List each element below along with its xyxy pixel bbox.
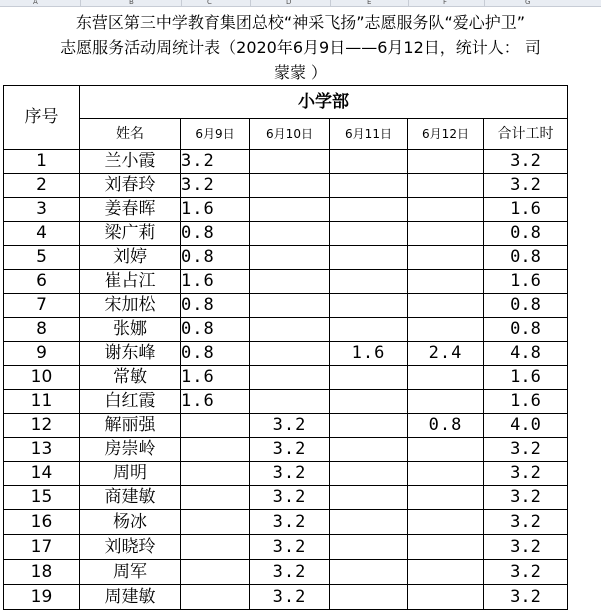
day-4-cell[interactable]	[408, 318, 484, 342]
day-2-cell[interactable]	[250, 150, 330, 174]
column-letter-a: A	[33, 0, 38, 6]
table-row	[4, 535, 568, 560]
day-1-cell[interactable]: 1.6	[181, 270, 250, 294]
day-1-cell[interactable]	[181, 560, 250, 585]
seq-cell[interactable]: 19	[4, 585, 80, 610]
seq-cell[interactable]: 7	[4, 294, 80, 318]
column-letter-g: G	[525, 0, 531, 6]
day-4-cell[interactable]	[408, 438, 484, 462]
day-4-cell[interactable]	[408, 390, 484, 414]
total-cell[interactable]: 0.8	[484, 246, 568, 270]
day-2-cell[interactable]	[250, 318, 330, 342]
day-3-cell[interactable]	[330, 366, 408, 390]
day-3-cell[interactable]	[330, 270, 408, 294]
total-cell[interactable]: 3.2	[484, 585, 568, 610]
name-cell[interactable]: 梁广莉	[80, 222, 181, 246]
day-1-cell[interactable]: 3.2	[181, 174, 250, 198]
title-line-3: 蒙蒙 ）	[273, 63, 328, 82]
name-cell[interactable]: 姜春晖	[80, 198, 181, 222]
total-cell[interactable]: 4.8	[484, 342, 568, 366]
day-2-cell[interactable]: 3.2	[250, 438, 330, 462]
table-row	[4, 585, 568, 610]
day-4-cell[interactable]: 0.8	[408, 414, 484, 438]
day-3-cell[interactable]	[330, 462, 408, 486]
total-cell[interactable]: 3.2	[484, 486, 568, 510]
day-1-cell[interactable]	[181, 535, 250, 560]
day-2-cell[interactable]	[250, 342, 330, 366]
day-1-cell[interactable]	[181, 462, 250, 486]
seq-cell[interactable]: 4	[4, 222, 80, 246]
column-separator	[181, 0, 182, 7]
name-cell[interactable]: 房崇岭	[80, 438, 181, 462]
day-2-cell[interactable]	[250, 246, 330, 270]
column-letter-b: B	[129, 0, 134, 6]
table-row	[4, 246, 568, 270]
name-cell[interactable]: 宋加松	[80, 294, 181, 318]
name-cell[interactable]: 刘晓玲	[80, 535, 181, 560]
name-cell[interactable]: 周建敏	[80, 585, 181, 610]
total-cell[interactable]: 1.6	[484, 198, 568, 222]
table-row	[4, 198, 568, 222]
day-1-cell[interactable]: 0.8	[181, 222, 250, 246]
day-4-cell[interactable]	[408, 510, 484, 535]
name-cell[interactable]: 谢东峰	[80, 342, 181, 366]
seq-cell[interactable]: 9	[4, 342, 80, 366]
day-4-cell[interactable]	[408, 585, 484, 610]
total-cell[interactable]: 1.6	[484, 270, 568, 294]
day-4-cell[interactable]	[408, 462, 484, 486]
day-3-cell[interactable]	[330, 560, 408, 585]
day-3-cell[interactable]	[330, 294, 408, 318]
table-row	[4, 222, 568, 246]
day-2-cell[interactable]	[250, 198, 330, 222]
seq-cell[interactable]: 13	[4, 438, 80, 462]
day-3-cell[interactable]	[330, 318, 408, 342]
total-cell[interactable]: 3.2	[484, 560, 568, 585]
name-cell[interactable]: 兰小霞	[80, 150, 181, 174]
day-3-cell[interactable]	[330, 198, 408, 222]
name-cell[interactable]: 常敏	[80, 366, 181, 390]
day-3-cell[interactable]	[330, 174, 408, 198]
total-cell[interactable]: 0.8	[484, 222, 568, 246]
table-row	[4, 270, 568, 294]
date-header-4[interactable]: 6月12日	[408, 119, 484, 150]
table-row	[4, 342, 568, 366]
day-4-cell[interactable]	[408, 486, 484, 510]
sheet-title	[0, 7, 601, 85]
seq-cell[interactable]: 15	[4, 486, 80, 510]
total-cell[interactable]: 1.6	[484, 366, 568, 390]
column-separator	[330, 0, 331, 7]
day-2-cell[interactable]	[250, 174, 330, 198]
total-cell[interactable]: 0.8	[484, 318, 568, 342]
day-4-cell[interactable]	[408, 246, 484, 270]
total-cell[interactable]: 1.6	[484, 390, 568, 414]
header-row-2	[4, 119, 568, 150]
name-cell[interactable]: 杨冰	[80, 510, 181, 535]
day-2-cell[interactable]	[250, 294, 330, 318]
day-1-cell[interactable]	[181, 510, 250, 535]
day-3-cell[interactable]	[330, 150, 408, 174]
day-3-cell[interactable]	[330, 438, 408, 462]
day-3-cell[interactable]	[330, 222, 408, 246]
seq-cell[interactable]: 14	[4, 462, 80, 486]
seq-cell[interactable]: 12	[4, 414, 80, 438]
column-separator	[80, 0, 81, 7]
day-1-cell[interactable]: 1.6	[181, 390, 250, 414]
day-1-cell[interactable]: 0.8	[181, 246, 250, 270]
table-row	[4, 438, 568, 462]
day-2-cell[interactable]: 3.2	[250, 535, 330, 560]
title-line-1: 东营区第三中学教育集团总校“神采飞扬”志愿服务队“爱心护卫”	[75, 13, 526, 32]
date-header-2[interactable]: 6月10日	[250, 119, 330, 150]
table-row	[4, 150, 568, 174]
name-cell[interactable]: 解丽强	[80, 414, 181, 438]
table-row	[4, 174, 568, 198]
day-3-cell[interactable]	[330, 535, 408, 560]
day-4-cell[interactable]	[408, 198, 484, 222]
day-1-cell[interactable]: 0.8	[181, 318, 250, 342]
day-2-cell[interactable]: 3.2	[250, 414, 330, 438]
day-1-cell[interactable]: 1.6	[181, 198, 250, 222]
total-cell[interactable]: 0.8	[484, 294, 568, 318]
table-row	[4, 294, 568, 318]
total-cell[interactable]: 3.2	[484, 438, 568, 462]
name-cell[interactable]: 周明	[80, 462, 181, 486]
day-1-cell[interactable]	[181, 486, 250, 510]
name-cell[interactable]: 刘春玲	[80, 174, 181, 198]
day-4-cell[interactable]	[408, 294, 484, 318]
column-letter-d: D	[286, 0, 292, 6]
name-cell[interactable]: 刘婷	[80, 246, 181, 270]
name-cell[interactable]: 商建敏	[80, 486, 181, 510]
table-row	[4, 318, 568, 342]
day-3-cell[interactable]	[330, 585, 408, 610]
total-cell[interactable]: 3.2	[484, 535, 568, 560]
name-cell[interactable]: 白红霞	[80, 390, 181, 414]
name-cell[interactable]: 张娜	[80, 318, 181, 342]
day-4-cell[interactable]: 2.4	[408, 342, 484, 366]
seq-cell[interactable]: 11	[4, 390, 80, 414]
day-3-cell[interactable]: 1.6	[330, 342, 408, 366]
column-letter-f: F	[443, 0, 448, 6]
day-4-cell[interactable]	[408, 222, 484, 246]
column-header-bar	[0, 0, 601, 7]
day-1-cell[interactable]: 0.8	[181, 294, 250, 318]
seq-cell[interactable]: 17	[4, 535, 80, 560]
table-row	[4, 560, 568, 585]
table-row	[4, 510, 568, 535]
name-cell[interactable]: 崔占江	[80, 270, 181, 294]
table-row	[4, 390, 568, 414]
column-separator	[250, 0, 251, 7]
day-2-cell[interactable]	[250, 222, 330, 246]
table-row	[4, 414, 568, 438]
section-title[interactable]: 小学部	[80, 86, 568, 119]
day-3-cell[interactable]	[330, 390, 408, 414]
total-cell[interactable]: 3.2	[484, 462, 568, 486]
column-separator	[408, 0, 409, 7]
seq-cell[interactable]: 1	[4, 150, 80, 174]
day-1-cell[interactable]	[181, 438, 250, 462]
column-letter-c: C	[207, 0, 212, 6]
title-line-2: 志愿服务活动周统计表（2020年6月9日——6月12日，统计人： 司	[60, 38, 541, 57]
seq-cell[interactable]: 5	[4, 246, 80, 270]
day-2-cell[interactable]: 3.2	[250, 560, 330, 585]
day-2-cell[interactable]: 3.2	[250, 486, 330, 510]
day-1-cell[interactable]	[181, 585, 250, 610]
day-2-cell[interactable]	[250, 270, 330, 294]
seq-header[interactable]: 序号	[4, 86, 80, 150]
day-4-cell[interactable]	[408, 270, 484, 294]
day-4-cell[interactable]	[408, 535, 484, 560]
total-header[interactable]: 合计工时	[484, 119, 568, 150]
name-cell[interactable]: 周军	[80, 560, 181, 585]
table-row	[4, 462, 568, 486]
total-cell[interactable]: 3.2	[484, 510, 568, 535]
stats-table	[3, 85, 568, 610]
seq-cell[interactable]: 18	[4, 560, 80, 585]
seq-cell[interactable]: 10	[4, 366, 80, 390]
name-header[interactable]: 姓名	[80, 119, 181, 150]
day-3-cell[interactable]	[330, 510, 408, 535]
day-4-cell[interactable]	[408, 560, 484, 585]
day-2-cell[interactable]	[250, 390, 330, 414]
day-4-cell[interactable]	[408, 150, 484, 174]
total-cell[interactable]: 4.0	[484, 414, 568, 438]
day-4-cell[interactable]	[408, 174, 484, 198]
day-3-cell[interactable]	[330, 414, 408, 438]
day-1-cell[interactable]	[181, 414, 250, 438]
table-row	[4, 366, 568, 390]
column-separator	[484, 0, 485, 7]
day-2-cell[interactable]: 3.2	[250, 585, 330, 610]
column-letter-e: E	[367, 0, 372, 6]
seq-cell[interactable]: 3	[4, 198, 80, 222]
total-cell[interactable]: 3.2	[484, 174, 568, 198]
header-row-1	[4, 86, 568, 119]
seq-cell[interactable]: 6	[4, 270, 80, 294]
day-2-cell[interactable]	[250, 366, 330, 390]
day-1-cell[interactable]: 0.8	[181, 342, 250, 366]
day-3-cell[interactable]	[330, 486, 408, 510]
total-cell[interactable]: 3.2	[484, 150, 568, 174]
seq-cell[interactable]: 2	[4, 174, 80, 198]
table-row	[4, 486, 568, 510]
day-1-cell[interactable]: 1.6	[181, 366, 250, 390]
day-2-cell[interactable]: 3.2	[250, 510, 330, 535]
date-header-3[interactable]: 6月11日	[330, 119, 408, 150]
seq-cell[interactable]: 8	[4, 318, 80, 342]
day-1-cell[interactable]: 3.2	[181, 150, 250, 174]
day-2-cell[interactable]: 3.2	[250, 462, 330, 486]
day-3-cell[interactable]	[330, 246, 408, 270]
date-header-1[interactable]: 6月9日	[181, 119, 250, 150]
day-4-cell[interactable]	[408, 366, 484, 390]
seq-cell[interactable]: 16	[4, 510, 80, 535]
